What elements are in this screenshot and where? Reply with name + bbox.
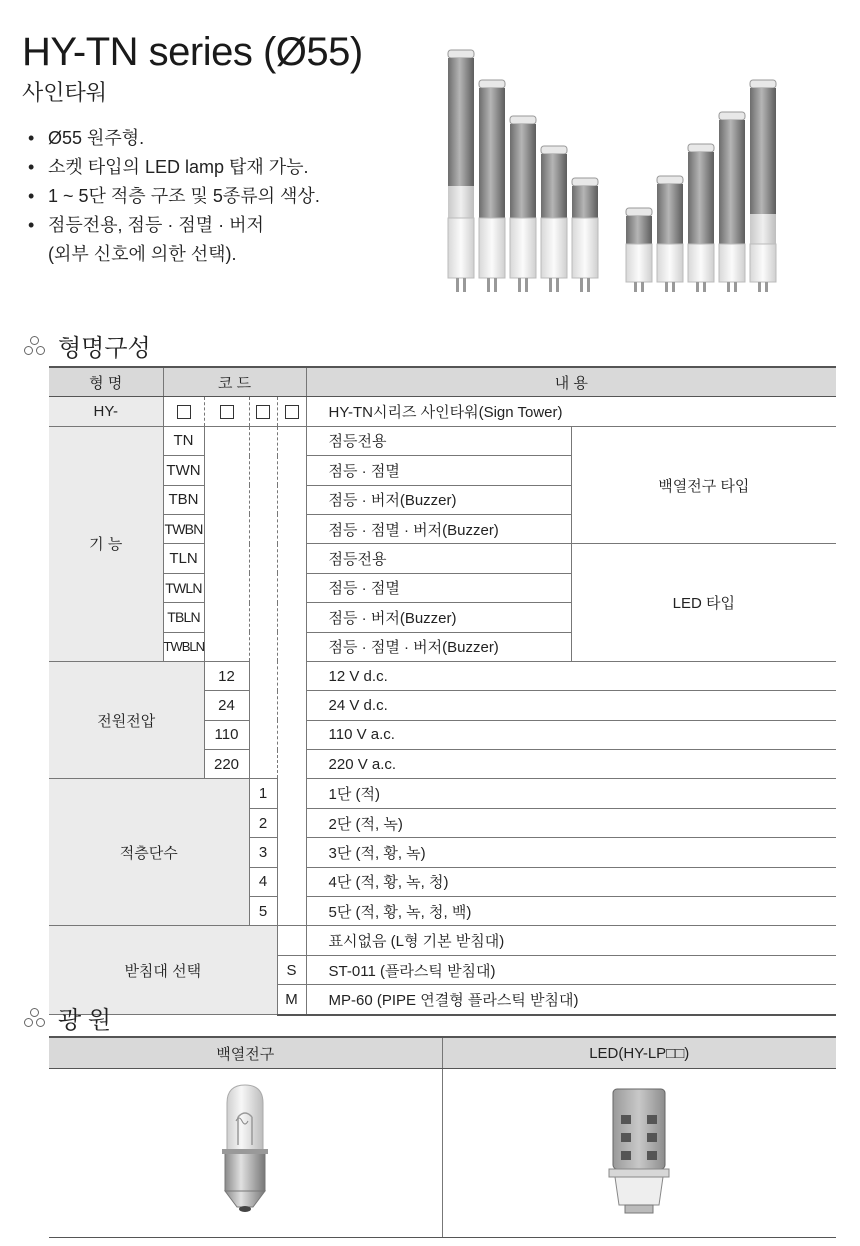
three-circles-icon <box>22 1007 48 1029</box>
feature-item-continued: (외부 신호에 의한 선택). <box>48 244 237 264</box>
three-circles-icon <box>22 335 48 357</box>
header-content: 내 용 <box>306 367 836 397</box>
function-code: TWBN <box>163 514 204 543</box>
led-cell <box>442 1069 836 1238</box>
function-code: TLN <box>163 544 204 573</box>
table-row <box>49 926 836 955</box>
feature-list <box>28 124 320 269</box>
function-label: 기 능 <box>49 426 163 661</box>
sign-tower-photo <box>440 40 840 300</box>
feature-item: • 소켓 타입의 LED lamp 탑재 가능. <box>28 153 320 182</box>
page-subtitle: 사인타워 <box>22 80 108 105</box>
voltage-content: 12 V d.c. <box>306 661 836 690</box>
voltage-label: 전원전압 <box>49 661 204 779</box>
base-code: M <box>277 985 306 1015</box>
code-box <box>163 397 204 426</box>
type-bulb: 백열전구 타입 <box>571 426 836 544</box>
prefix-label: HY- <box>49 397 163 426</box>
stack-code: 3 <box>249 838 277 867</box>
tower-led-5-tier <box>750 80 776 292</box>
tower-led-3-tier <box>688 144 714 292</box>
header-model: 형 명 <box>49 367 163 397</box>
tower-2-tier <box>541 146 567 292</box>
stack-content: 1단 (적) <box>306 779 836 808</box>
table-header-row <box>49 367 836 397</box>
voltage-content: 110 V a.c. <box>306 720 836 749</box>
stack-content: 3단 (적, 황, 녹) <box>306 838 836 867</box>
table-row <box>49 661 836 690</box>
stack-code: 4 <box>249 867 277 896</box>
function-content: 점등 · 점멸 <box>306 573 571 602</box>
tower-led-2-tier <box>657 176 683 292</box>
function-content: 점등 · 점멸 <box>306 456 571 485</box>
tower-led-1-tier <box>626 208 652 292</box>
section-heading-model <box>22 328 151 363</box>
bulb-cell <box>49 1069 442 1238</box>
stack-content: 2단 (적, 녹) <box>306 808 836 837</box>
base-label: 받침대 선택 <box>49 926 277 1015</box>
tower-4-tier <box>479 80 505 292</box>
voltage-content: 220 V a.c. <box>306 750 836 779</box>
function-content: 점등 · 점멸 · 버저(Buzzer) <box>306 632 571 661</box>
function-code: TWLN <box>163 573 204 602</box>
stack-code: 2 <box>249 808 277 837</box>
voltage-code: 220 <box>204 750 249 779</box>
section-heading-light <box>22 1000 111 1035</box>
stack-content: 5단 (적, 황, 녹, 청, 백) <box>306 897 836 926</box>
led-lamp-image <box>599 1081 679 1221</box>
code-box <box>277 397 306 426</box>
tower-1-tier <box>572 178 598 292</box>
voltage-code: 24 <box>204 691 249 720</box>
stack-label: 적층단수 <box>49 779 249 926</box>
stack-code: 5 <box>249 897 277 926</box>
function-content: 점등전용 <box>306 544 571 573</box>
table-row <box>49 426 836 455</box>
prefix-content: HY-TN시리즈 사인타워(Sign Tower) <box>306 397 836 426</box>
section-title: 형명구성 <box>58 335 151 362</box>
tower-5-tier <box>448 50 474 292</box>
feature-item: • Ø55 원주형. <box>28 124 320 153</box>
code-box <box>249 397 277 426</box>
code-box <box>204 397 249 426</box>
section-title: 광 원 <box>58 1007 112 1034</box>
stack-code: 1 <box>249 779 277 808</box>
base-content: ST-011 (플라스틱 받침대) <box>306 955 836 984</box>
page-title: HY-TN series (Ø55) <box>22 30 363 74</box>
function-code: TBN <box>163 485 204 514</box>
function-content: 점등 · 버저(Buzzer) <box>306 603 571 632</box>
stack-content: 4단 (적, 황, 녹, 청) <box>306 867 836 896</box>
function-code: TN <box>163 426 204 455</box>
base-code: S <box>277 955 306 984</box>
model-code-table <box>49 366 836 1016</box>
function-code: TBLN <box>163 603 204 632</box>
tower-3-tier <box>510 116 536 292</box>
base-content: MP-60 (PIPE 연결형 플라스틱 받침대) <box>306 985 836 1015</box>
base-code <box>277 926 306 955</box>
light-source-table <box>49 1036 836 1238</box>
function-code: TWN <box>163 456 204 485</box>
tower-led-4-tier <box>719 112 745 292</box>
voltage-code: 12 <box>204 661 249 690</box>
table-header-row <box>49 1037 836 1069</box>
feature-item: • 1 ~ 5단 적층 구조 및 5종류의 색상. <box>28 182 320 211</box>
incandescent-bulb-image <box>210 1081 280 1221</box>
feature-item: • 점등전용, 점등 · 점멸 · 버저 <box>28 211 320 240</box>
type-led: LED 타입 <box>571 544 836 662</box>
function-code: TWBLN <box>163 632 204 661</box>
voltage-content: 24 V d.c. <box>306 691 836 720</box>
table-row <box>49 397 836 426</box>
function-content: 점등 · 점멸 · 버저(Buzzer) <box>306 514 571 543</box>
voltage-code: 110 <box>204 720 249 749</box>
header-led: LED(HY-LP□□) <box>442 1037 836 1069</box>
header-bulb: 백열전구 <box>49 1037 442 1069</box>
base-content: 표시없음 (L형 기본 받침대) <box>306 926 836 955</box>
table-row <box>49 544 836 573</box>
table-row <box>49 779 836 808</box>
function-content: 점등전용 <box>306 426 571 455</box>
function-content: 점등 · 버저(Buzzer) <box>306 485 571 514</box>
table-row <box>49 1069 836 1238</box>
header-code: 코 드 <box>163 367 306 397</box>
